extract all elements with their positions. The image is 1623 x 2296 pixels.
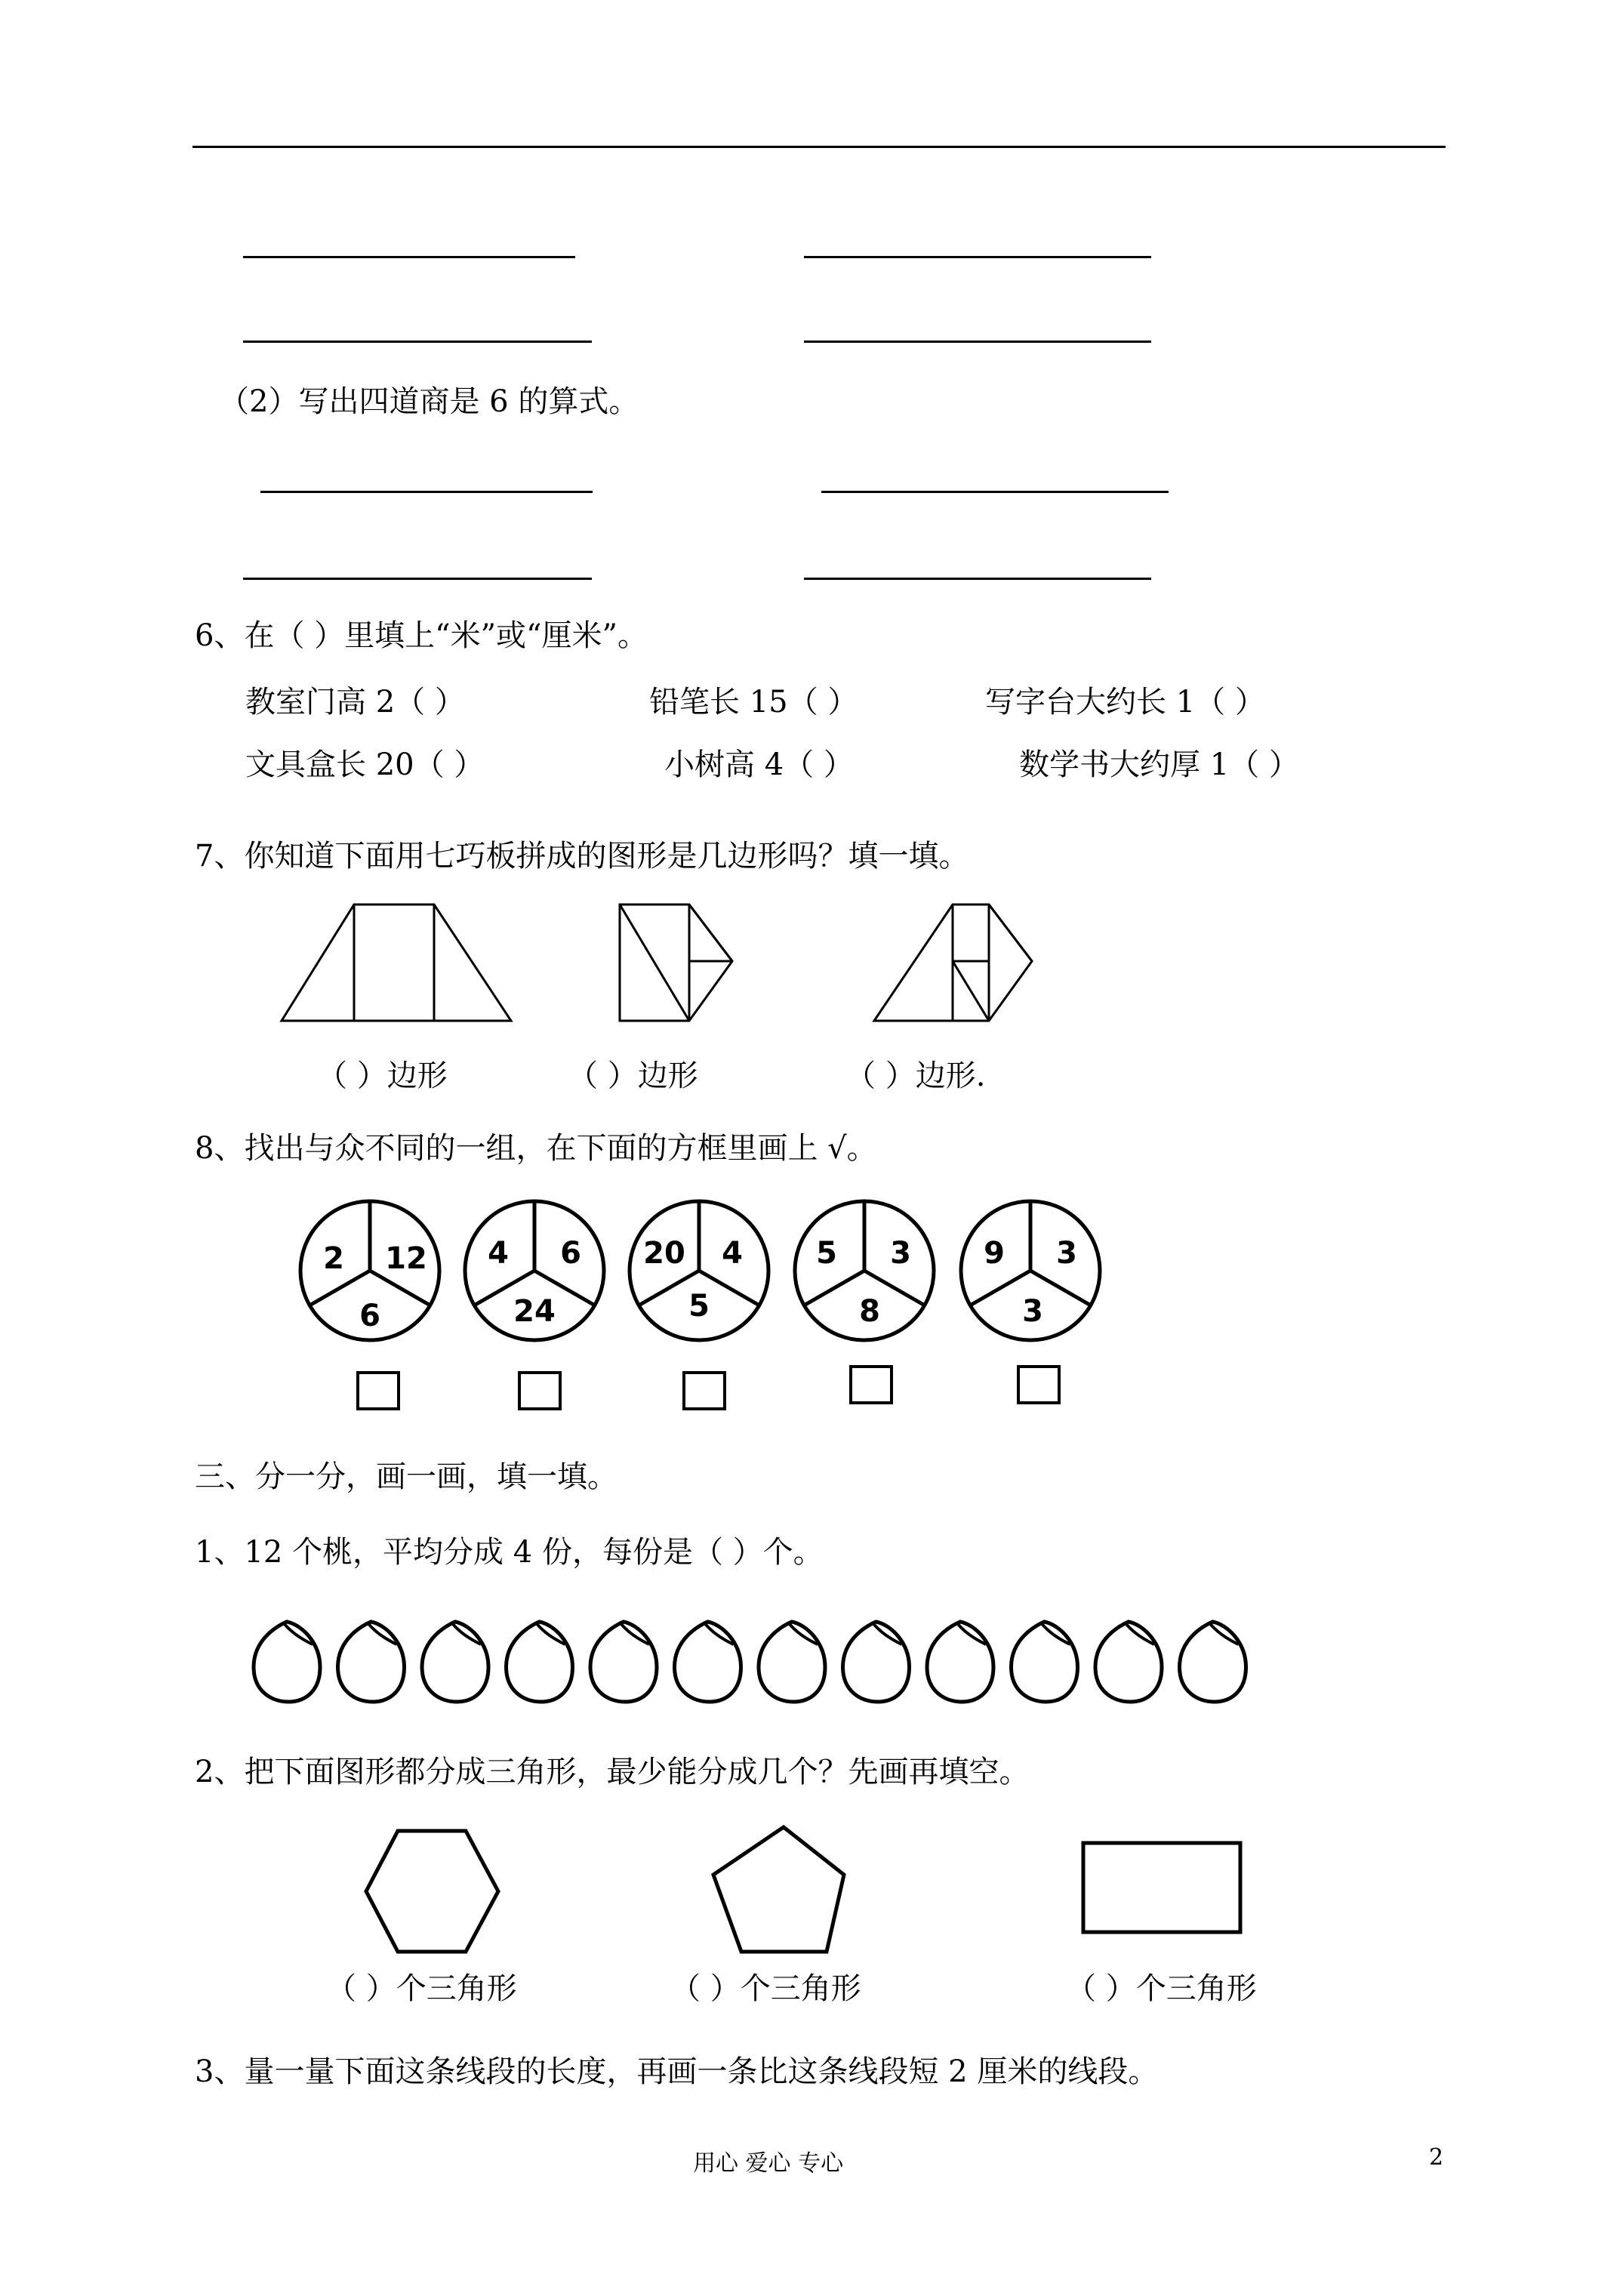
answer-line: [243, 578, 592, 580]
circle-1-right: 12: [385, 1241, 427, 1276]
answer-line: [243, 256, 575, 258]
footer-center: 用心 爱心 专心: [693, 2150, 844, 2177]
header-rule: [192, 146, 1446, 148]
peach-icon: [927, 1622, 993, 1702]
section3-q2: 2、把下面图形都分成三角形，最少能分成几个？先画再填空。: [195, 1755, 1030, 1789]
answer-line: [243, 341, 592, 343]
circle-4-left: 5: [816, 1236, 837, 1271]
number-circles: [294, 1199, 1110, 1350]
circle-3-left: 20: [643, 1236, 685, 1271]
section3-q3: 3、量一量下面这条线段的长度，再画一条比这条线段短 2 厘米的线段。: [195, 2054, 1159, 2089]
answer-checkbox[interactable]: [518, 1371, 562, 1410]
peach-icon: [675, 1622, 741, 1702]
answer-checkbox[interactable]: [356, 1371, 400, 1410]
peach-icon: [843, 1622, 910, 1702]
q6-item: 小树高 4（ ）: [664, 747, 854, 782]
q7-answer: （ ）边形: [568, 1059, 698, 1093]
section3-q1: 1、12 个桃，平均分成 4 份，每份是（ ）个。: [195, 1535, 824, 1570]
circle-2-right: 6: [560, 1236, 581, 1271]
page-number: 2: [1429, 2144, 1444, 2171]
circle-4-bottom: 8: [859, 1294, 880, 1329]
rectangle-shape: [1081, 1841, 1243, 1935]
q6-item: 教室门高 2（ ）: [245, 685, 465, 720]
answer-checkbox[interactable]: [849, 1365, 893, 1404]
q7-answer: （ ）边形.: [845, 1059, 986, 1093]
answer-line: [804, 256, 1151, 258]
peach-icon: [1180, 1622, 1246, 1702]
hexagon-shape: [364, 1827, 504, 1955]
q7-title: 7、你知道下面用七巧板拼成的图形是几边形吗？填一填。: [195, 839, 969, 874]
circle-2-left: 4: [488, 1236, 509, 1271]
answer-line: [804, 578, 1151, 580]
q6-item: 铅笔长 15（ ）: [649, 685, 858, 720]
peach-icon: [590, 1622, 657, 1702]
circle-3-bottom: 5: [688, 1289, 710, 1324]
q6-item: 文具盒长 20（ ）: [245, 747, 485, 782]
circle-3-right: 4: [722, 1236, 743, 1271]
circle-2-bottom: 24: [513, 1294, 556, 1329]
q8-title: 8、找出与众不同的一组，在下面的方框里画上 √。: [195, 1131, 877, 1166]
peach-icon: [1095, 1622, 1162, 1702]
peach-icon: [254, 1622, 320, 1702]
tangram-trapezoid: [279, 902, 517, 1023]
q6-item: 写字台大约长 1（ ）: [985, 685, 1265, 720]
peach-row: [249, 1616, 1261, 1706]
tangram-hexagon: [872, 902, 1034, 1023]
circle-5-left: 9: [984, 1236, 1005, 1271]
circle-4-right: 3: [890, 1236, 911, 1271]
answer-checkbox[interactable]: [682, 1371, 726, 1410]
shape-answer: （ ）个三角形: [326, 1971, 517, 2006]
shape-answer: （ ）个三角形: [670, 1971, 861, 2006]
answer-line: [260, 491, 593, 493]
peach-icon: [759, 1622, 825, 1702]
q6-item: 数学书大约厚 1（ ）: [1019, 747, 1299, 782]
peach-icon: [422, 1622, 488, 1702]
tangram-pentagon: [617, 902, 738, 1023]
answer-line: [804, 341, 1151, 343]
answer-line: [821, 491, 1169, 493]
peach-icon: [1012, 1622, 1078, 1702]
circle-1-left: 2: [323, 1241, 344, 1276]
q5-part2: （2）写出四道商是 6 的算式。: [219, 384, 639, 419]
q7-answer: （ ）边形: [317, 1059, 448, 1093]
answer-checkbox[interactable]: [1017, 1365, 1061, 1404]
pentagon-shape: [710, 1823, 853, 1959]
section3-title: 三、分一分，画一画，填一填。: [195, 1459, 617, 1494]
shape-answer: （ ）个三角形: [1066, 1971, 1257, 2006]
peach-icon: [338, 1622, 405, 1702]
q6-title: 6、在（ ）里填上“米”或“厘米”。: [195, 618, 648, 653]
circle-1-bottom: 6: [359, 1299, 380, 1333]
peach-icon: [507, 1622, 573, 1702]
circle-5-right: 3: [1056, 1236, 1077, 1271]
circle-5-bottom: 3: [1022, 1294, 1043, 1329]
